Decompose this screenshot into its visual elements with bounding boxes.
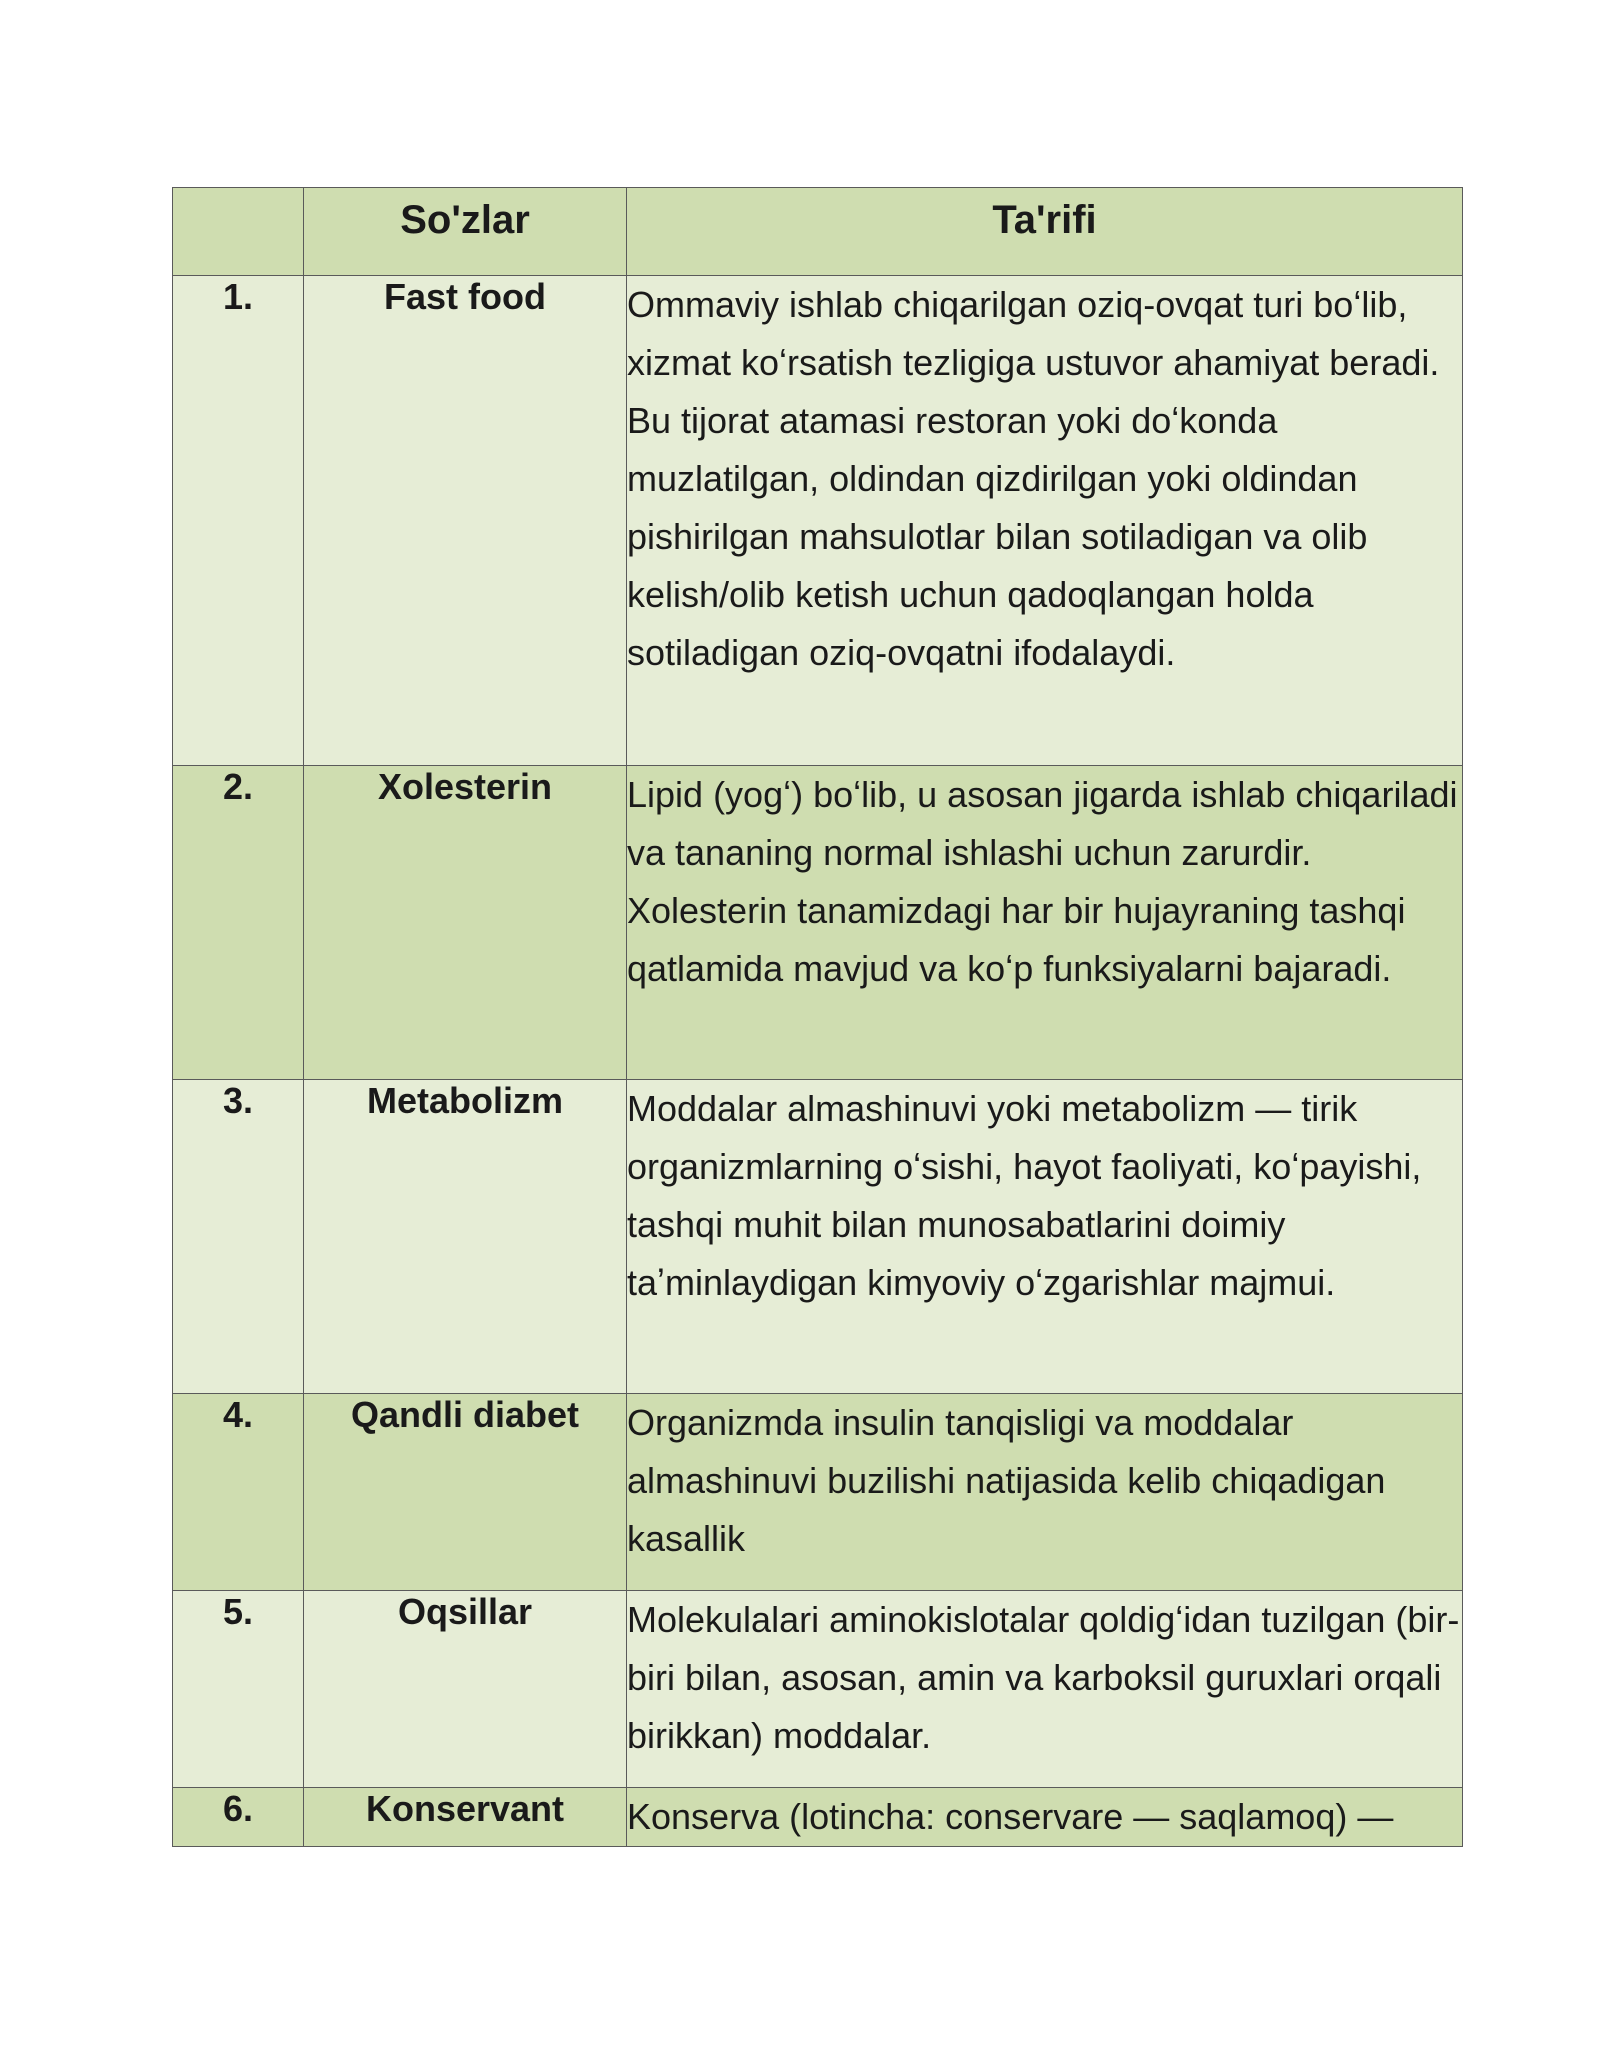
- row-definition: Moddalar almashinuvi yoki metabolizm — tirik organizmlarning oʻsishi, hayot faoliyati, koʻpayishi, tashqi muhit bilan munosabatlarini doimiy taʼminlaydigan kimyoviy oʻzgarishlar majmui.: [627, 1080, 1463, 1394]
- row-word: Oqsillar: [304, 1591, 627, 1788]
- row-word: Fast food: [304, 276, 627, 766]
- table-row: [173, 1080, 1463, 1394]
- table-row: [173, 1591, 1463, 1788]
- table-row: [173, 766, 1463, 1080]
- row-number: 2.: [173, 766, 304, 1080]
- row-number: 6.: [173, 1788, 304, 1847]
- row-word: Xolesterin: [304, 766, 627, 1080]
- row-word: Konservant: [304, 1788, 627, 1847]
- row-number: 1.: [173, 276, 304, 766]
- table-header-row: [173, 188, 1463, 276]
- row-definition: Organizmda insulin tanqisligi va moddalar almashinuvi buzilishi natijasida kelib chiqadigan kasallik: [627, 1394, 1463, 1591]
- row-number: 4.: [173, 1394, 304, 1591]
- row-number: 3.: [173, 1080, 304, 1394]
- header-definition: Ta'rifi: [627, 188, 1463, 276]
- row-word: Metabolizm: [304, 1080, 627, 1394]
- row-word: Qandli diabet: [304, 1394, 627, 1591]
- row-number: 5.: [173, 1591, 304, 1788]
- row-definition: Konserva (lotincha: conservare — saqlamoq) —: [627, 1788, 1463, 1847]
- row-definition: Ommaviy ishlab chiqarilgan oziq-ovqat turi boʻlib, xizmat koʻrsatish tezligiga ustuvor ahamiyat beradi. Bu tijorat atamasi restoran yoki doʻkonda muzlatilgan, oldindan qizdirilgan yoki oldindan pishirilgan mahsulotlar bilan sotiladigan va olib kelish/olib ketish uchun qadoqlangan holda sotiladigan oziq-ovqatni ifodalaydi.: [627, 276, 1463, 766]
- header-words: So'zlar: [304, 188, 627, 276]
- table-row: [173, 1394, 1463, 1591]
- table-row: [173, 276, 1463, 766]
- header-number: [173, 188, 304, 276]
- row-definition: Lipid (yogʻ) boʻlib, u asosan jigarda ishlab chiqariladi va tananing normal ishlashi uchun zarurdir. Xolesterin tanamizdagi har bir hujayraning tashqi qatlamida mavjud va koʻp funksiyalarni bajaradi.: [627, 766, 1463, 1080]
- table-row: [173, 1788, 1463, 1847]
- glossary-table: [172, 187, 1463, 1847]
- row-definition: Molekulalari aminokislotalar qoldigʻidan tuzilgan (bir-biri bilan, asosan, amin va karboksil guruxlari orqali birikkan) moddalar.: [627, 1591, 1463, 1788]
